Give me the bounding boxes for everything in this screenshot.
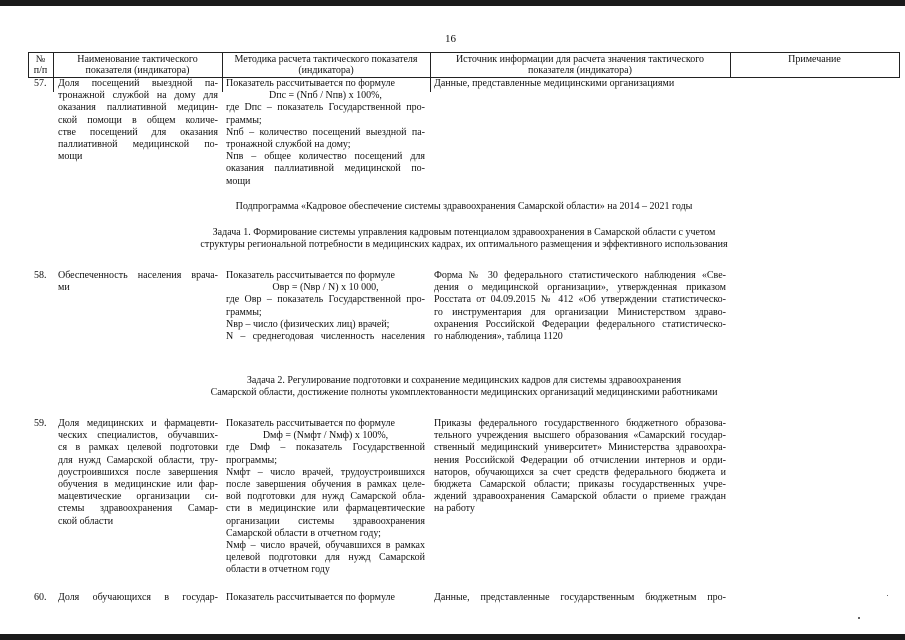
page-number: 16 [445,33,456,45]
row-number: 57. [34,78,47,89]
task-2-heading: Задача 2. Регулирование подготовки и сохранение медицинских кадров для системы здравоохранения Самарской области, достижение полноты укомплектованности медицинских организаций медицинскими работниками [210,375,718,399]
row-number: 58. [34,270,47,281]
calculation-method: Показатель рассчитывается по формуле Dпс = (Nпб / Nпв) x 100%, где Dпс – показатель Государственной про- граммы; Nпб – количество посещений выездной па- тронажной службой на дому; Nпв – общее количество посещений для оказания паллиативной медицинской по- мощи [226,78,425,187]
header-col-source: Источник информации для расчета значения тактического показателя (индикатора) [455,54,705,76]
information-source: Приказы федерального государственного бюджетного образова- тельного учреждения высшего образования «Самарский государ- ственный медицинский университет» Министерства здравоохра- нения Российской Федерации об отчислении интернов и орди- наторов, обучающихся за счет средств федерального бюджета и бюджета Самарской области; приказы государственных учре- ждений здравоохранения Самарской области о приеме граждан на работу [434,418,726,515]
row-number: 60. [34,592,47,603]
scan-speck [887,595,888,596]
information-source: Данные, представленные государственным бюджетным про- [434,592,726,603]
information-source: Данные, представленные медицинскими организациями [434,78,675,89]
indicator-name: Доля медицинских и фармацевти- ческих специалистов, обучавших- ся в рамках целевой подготовки для нужд Самарской области, тру- доустроившихся после завершения обучения в медицинские или фар- мацевтические организации си- стемы здравоохранения Самар- ской области [58,418,218,527]
information-source: Форма № 30 федерального статистического наблюдения «Све- дения о медицинской организации», утвержденная приказом Росстата от 04.09.2015 № 412 «Об утверждении статистическо- го инструментария для организации Министерством здраво- охранения Российской Федерации федерального статистическо- го наблюдения», таблица 1120 [434,270,726,343]
header-top-rule [28,52,900,53]
col-divider [899,52,900,77]
header-col-name: Наименование тактического показателя (индикатора) [77,54,198,76]
bottom-edge-bar [0,634,905,640]
subprogram-title: Подпрограмма «Кадровое обеспечение системы здравоохранения Самарской области» на 2014 – 2021 годы [235,201,693,212]
scan-speck [858,617,860,619]
calculation-method: Показатель рассчитывается по формуле Dмф = (Nмфт / Nмф) x 100%, где Dмф – показатель Государственной программы; Nмфт – число врачей, трудоустроившихся после завершения обучения в рамках целе- вой подготовки для нужд Самарской обла- сти в медицинские или фармацевтические организации системы здравоохранения Самарской области в отчетном году; Nмф – число врачей, обучавшихся в рамках целевой подготовки для нужд Самарской области в отчетном году [226,418,425,576]
calculation-method: Показатель рассчитывается по формуле [226,592,395,603]
indicator-name: Доля обучающихся в государ- [58,592,218,603]
header-col-number: № п/п [33,54,48,76]
row-number: 59. [34,418,47,429]
indicator-name: Обеспеченность населения врача- ми [58,270,218,294]
header-col-method: Методика расчета тактического показателя (индикатора) [234,54,418,76]
calculation-method: Показатель рассчитывается по формуле Овр = (Nвр / N) x 10 000, где Овр – показатель Государственной про- граммы; Nвр – число (физических лиц) врачей; N – среднегодовая численность населения [226,270,425,343]
header-col-note: Примечание [788,54,841,65]
top-edge-bar [0,0,905,6]
task-1-heading: Задача 1. Формирование системы управления кадровым потенциалом здравоохранения в Самарской области с учетом структуры региональной потребности в медицинских кадрах, их оптимального размещения и эффективного использования [200,227,728,251]
indicator-name: Доля посещений выездной па- тронажной службой на дому для оказания паллиативной медицин- ской помощи в общем количе- стве посещений для оказания паллиативной медицинской по- мощи [58,78,218,163]
